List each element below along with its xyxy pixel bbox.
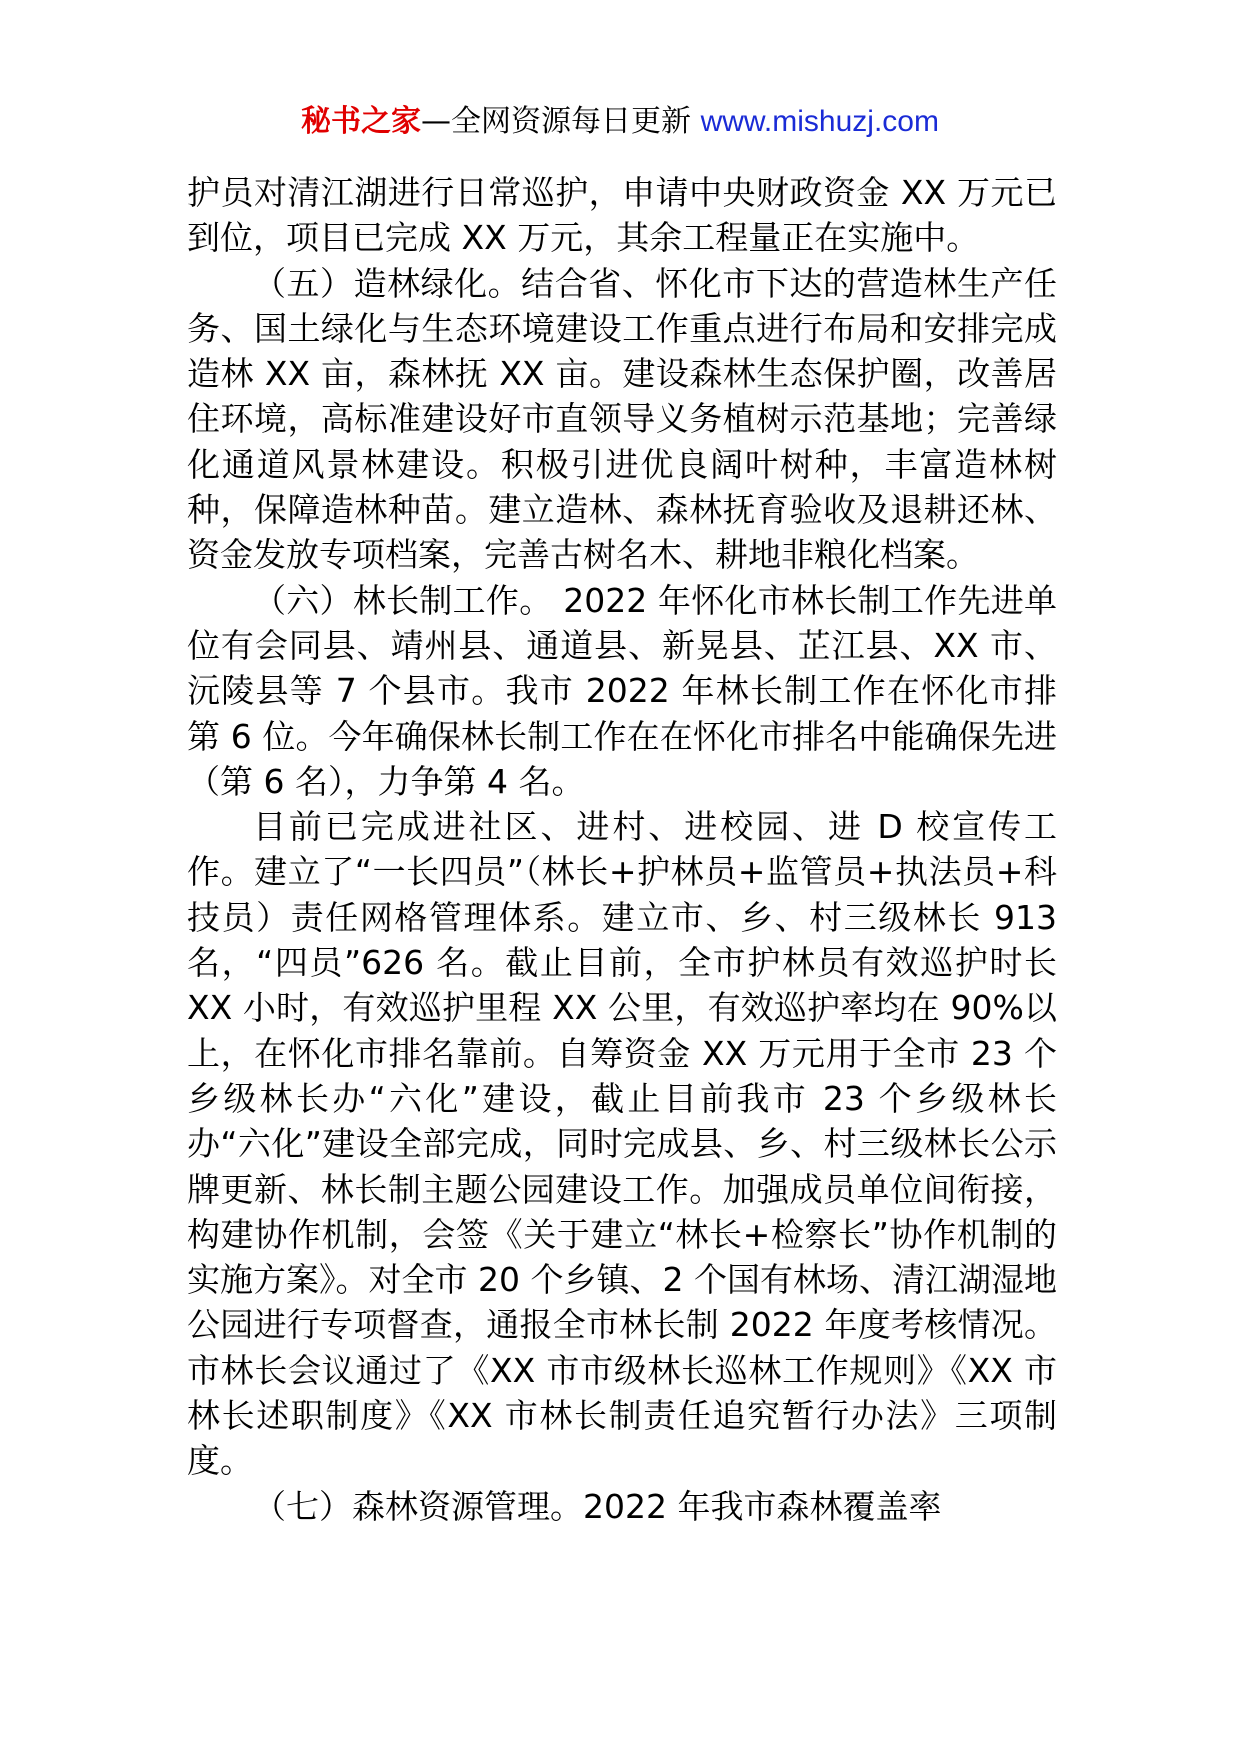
paragraph-forest-chief-progress: 目前已完成进社区、进村、进校园、进 D 校宣传工作。建立了“一长四员”（林长+护林员+监管员+执法员+科技员）责任网格管理体系。建立市、乡、村三级林长 913 名，“四员”626 名。截止目前，全市护林员有效巡护时长 XX 小时，有效巡护里程 XX 公里，有效巡护率均在 90%以上，在怀化市排名靠前。自筹资金 XX 万元用于全市 23 个乡级林长办“六化”建设，截止目前我市 23 个乡级林长办“六化”建设全部完成，同时完成县、乡、村三级林长公示牌更新、林长制主题公园建设工作。加强成员单位间衔接，构建协作机制，会签《关于建立“林长+检察长”协作机制的实施方案》。对全市 20 个乡镇、2 个国有林场、清江湖湿地公园进行专项督查，通报全市林长制 2022 年度考核情况。市林长会议通过了《XX 市市级林长巡林工作规则》《XX 市林长述职制度》《XX 市林长制责任追究暂行办法》三项制度。 [187, 807, 1057, 1481]
brand-name: 秘书之家 [301, 104, 422, 139]
document-body [187, 170, 1057, 1529]
site-url-link[interactable]: www.mishuzj.com [700, 105, 939, 138]
paragraph-continuation: 护员对清江湖进行日常巡护，申请中央财政资金 XX 万元已到位，项目已完成 XX 万元，其余工程量正在实施中。 [187, 173, 1057, 258]
paragraph-forest-resource-management: （七）森林资源管理。2022 年我市森林覆盖率 [253, 1486, 942, 1526]
paragraph-forest-chief-system: （六）林长制工作。 2022 年怀化市林长制工作先进单位有会同县、靖州县、通道县、新晃县、芷江县、XX 市、沅陵县等 7 个县市。我市 2022 年林长制工作在怀化市排第 6 位。今年确保林长制工作在在怀化市排名中能确保先进（第 6 名），力争第 4 名。 [187, 580, 1057, 801]
header-tagline: —全网资源每日更新 [421, 104, 701, 139]
site-header-banner [0, 102, 1240, 142]
paragraph-afforestation: （五）造林绿化。结合省、怀化市下达的营造林生产任务、国土绿化与生态环境建设工作重点进行布局和安排完成造林 XX 亩，森林抚 XX 亩。建设森林生态保护圈，改善居住环境，高标准建设好市直领导义务植树示范基地；完善绿化通道风景林建设。积极引进优良阔叶树种，丰富造林树种，保障造林种苗。建立造林、森林抚育验收及退耕还林、资金发放专项档案，完善古树名木、耕地非粮化档案。 [187, 263, 1057, 575]
